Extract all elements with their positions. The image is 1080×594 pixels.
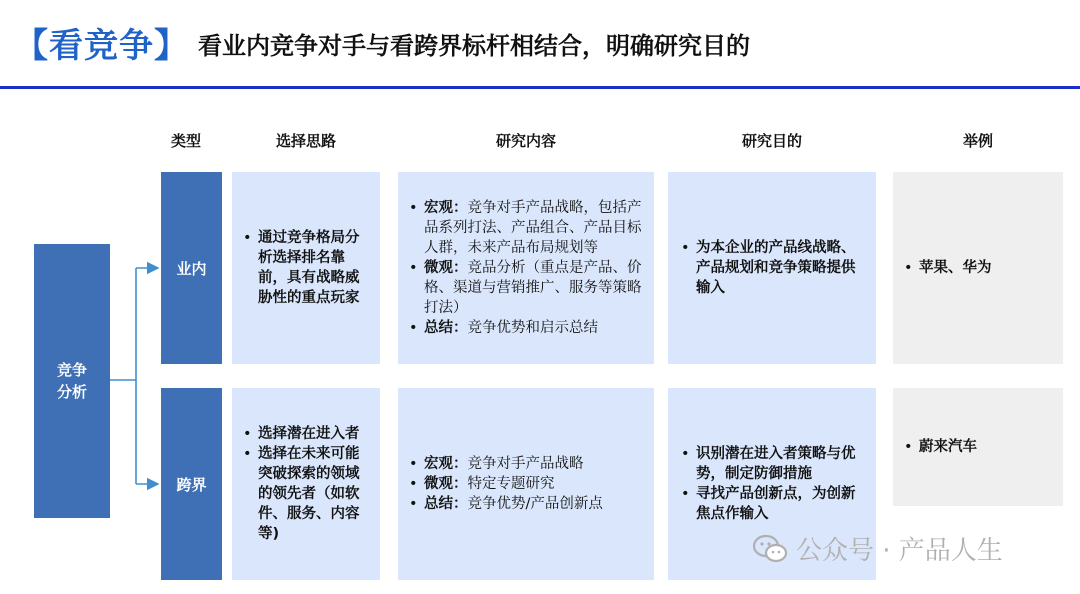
list-item: • 选择在未来可能突破探索的领域的领先者（如软件、服务、内容等) bbox=[240, 444, 370, 544]
root-node-competition-analysis bbox=[34, 244, 110, 518]
list-item: • 总结：竞争优势/产品创新点 bbox=[406, 494, 644, 514]
root-node-label: 竞争 分析 bbox=[56, 361, 87, 401]
type-box-industry: 业内 bbox=[161, 172, 222, 364]
list-item: • 通过竞争格局分析选择排名靠前，具有战略威胁性的重点玩家 bbox=[240, 228, 370, 308]
type-box-crossover: 跨界 bbox=[161, 388, 222, 580]
row1-content-cell bbox=[398, 172, 654, 364]
page-subtitle: 看业内竞争对手与看跨界标杆相结合，明确研究目的 bbox=[198, 32, 750, 60]
row2-content-cell bbox=[398, 388, 654, 580]
list-item: • 识别潜在进入者策略与优势，制定防御措施 bbox=[678, 444, 862, 484]
list-item: • 微观：竞品分析（重点是产品、价格、渠道与营销推广、服务等策略打法） bbox=[406, 258, 644, 318]
list-item: • 宏观：竞争对手产品战略 bbox=[406, 454, 644, 474]
list-item: • 为本企业的产品线战略、产品规划和竞争策略提供输入 bbox=[678, 238, 862, 298]
list-item: • 选择潜在进入者 bbox=[240, 424, 370, 444]
row2-example-cell bbox=[893, 388, 1063, 506]
list-item: • 宏观：竞争对手产品战略，包括产品系列打法、产品组合、产品目标人群，未来产品布局规划等 bbox=[406, 198, 644, 258]
list-item: • 微观：特定专题研究 bbox=[406, 474, 644, 494]
row1-example-cell bbox=[893, 172, 1063, 364]
list-item: • 寻找产品创新点，为创新焦点作输入 bbox=[678, 484, 862, 524]
column-header-example: 举例 bbox=[962, 132, 993, 150]
root-to-type-connector bbox=[110, 268, 158, 484]
page-title-bracketed: 【看竞争】 bbox=[14, 26, 189, 66]
list-item: • 蔚来汽车 bbox=[901, 437, 1053, 457]
column-header-content: 研究内容 bbox=[495, 132, 556, 150]
list-item: • 总结：竞争优势和启示总结 bbox=[406, 318, 644, 338]
row1-purpose-cell bbox=[668, 172, 876, 364]
column-header-approach: 选择思路 bbox=[275, 132, 336, 150]
list-item: • 苹果、华为 bbox=[901, 258, 1053, 278]
row1-approach-cell bbox=[232, 172, 380, 364]
watermark bbox=[752, 530, 1003, 567]
column-header-type: 类型 bbox=[170, 132, 201, 150]
watermark-text: 公众号 · 产品人生 bbox=[796, 536, 1003, 566]
wechat-icon bbox=[752, 534, 788, 564]
row2-approach-cell bbox=[232, 388, 380, 580]
column-header-purpose: 研究目的 bbox=[741, 132, 802, 150]
